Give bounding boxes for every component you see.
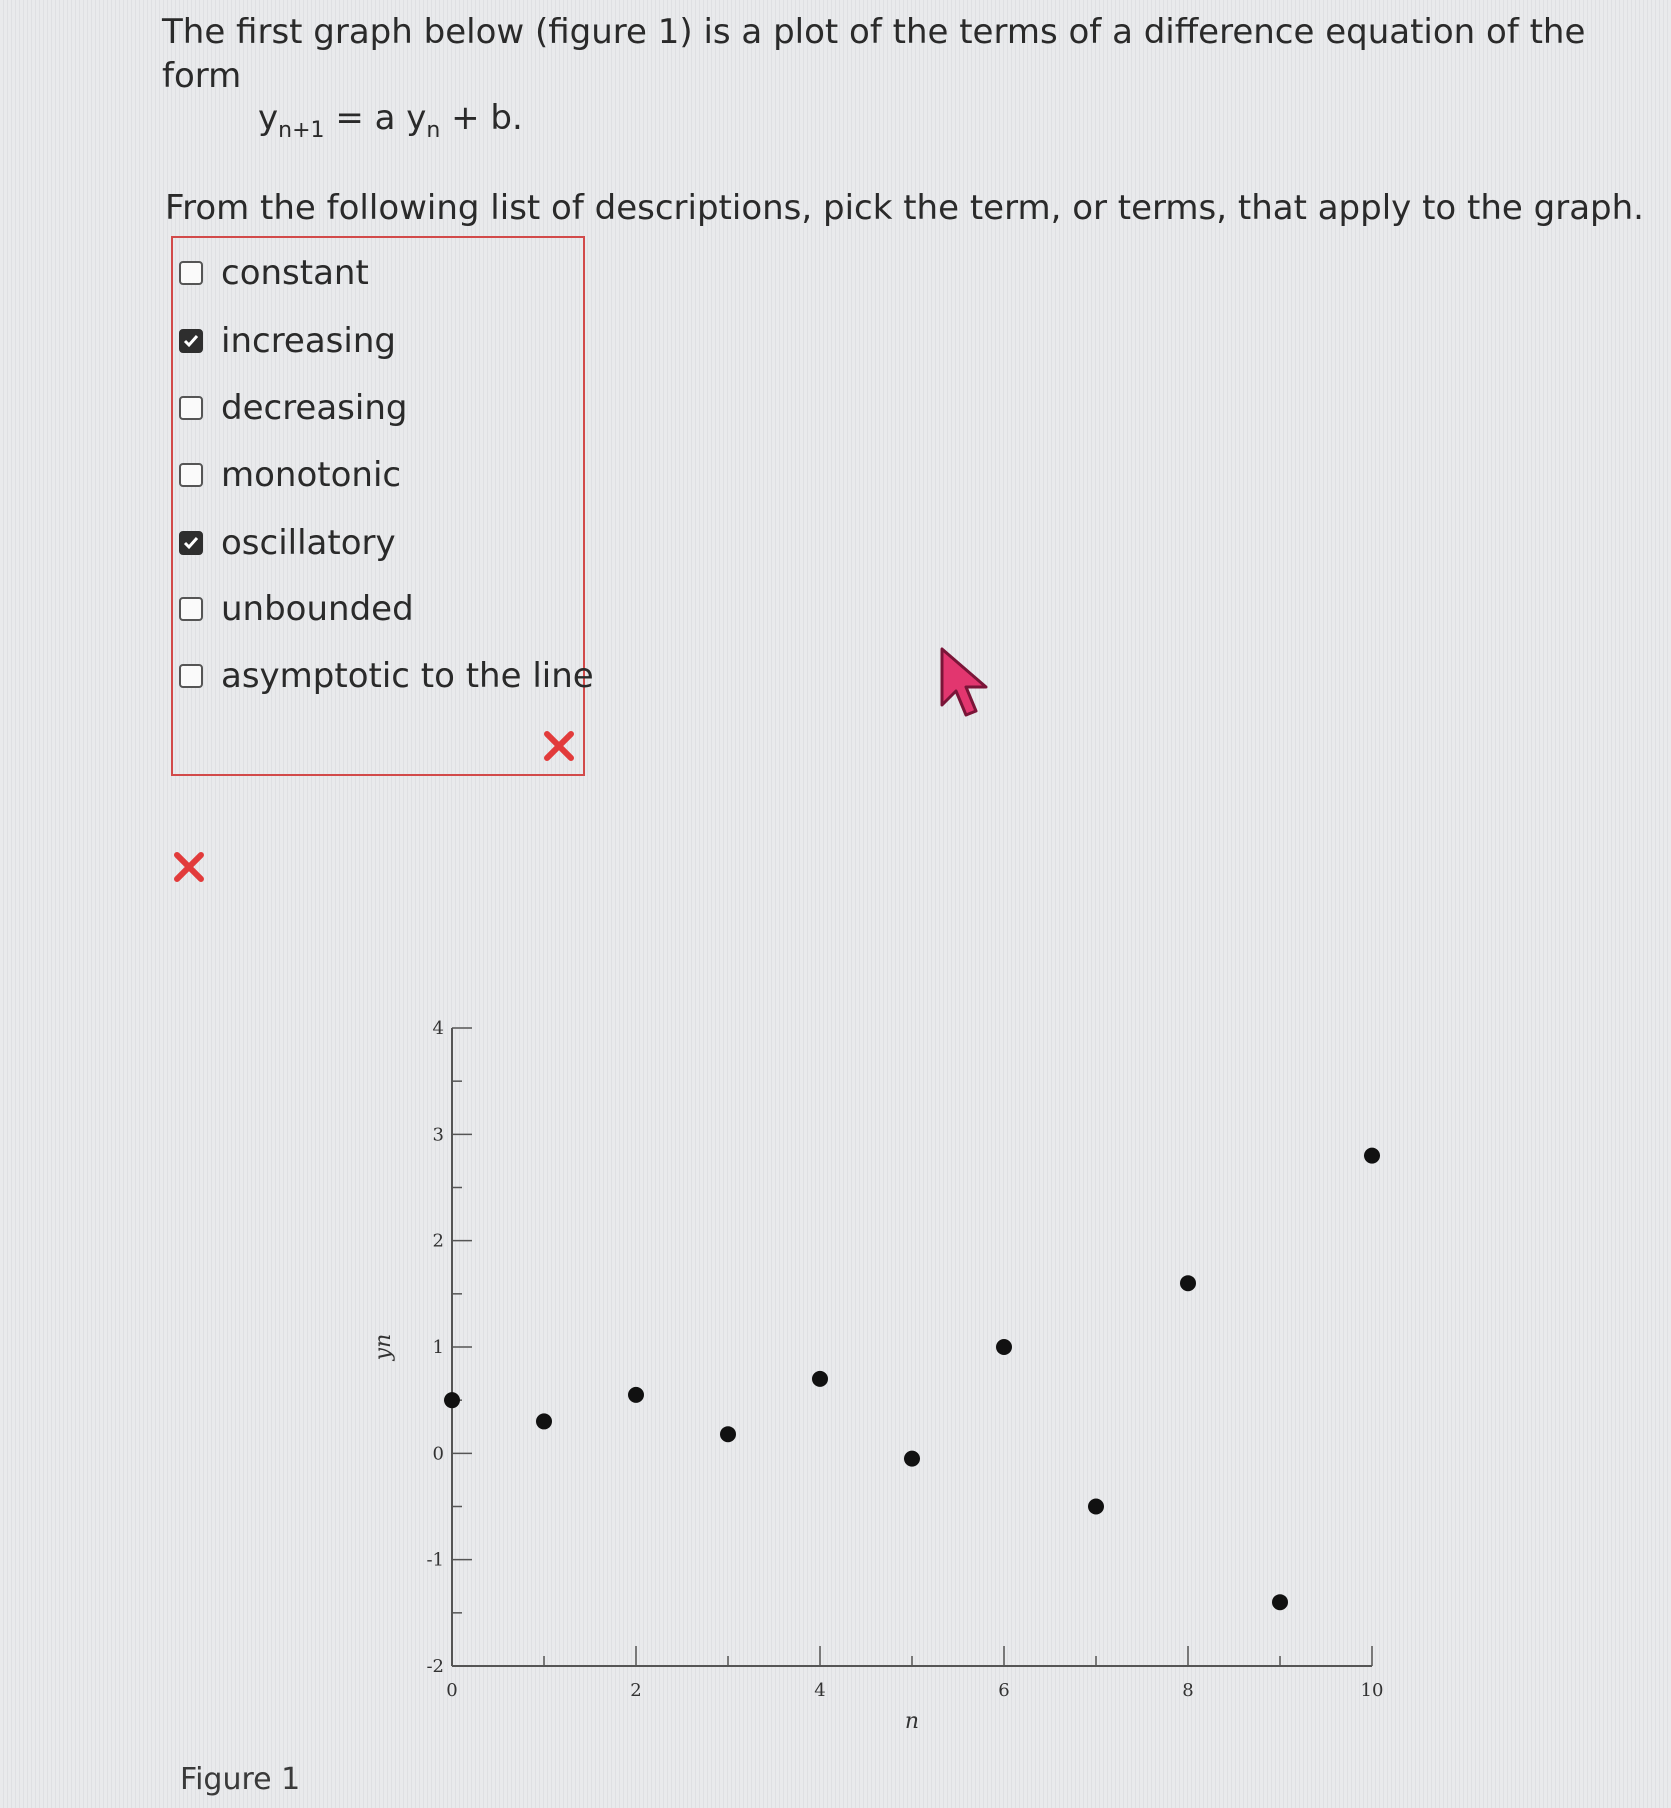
checkbox-monotonic[interactable] <box>179 463 203 487</box>
data-point <box>720 1426 736 1442</box>
option-label: decreasing <box>221 388 408 428</box>
equation-lhs-subscript: n+1 <box>278 117 325 143</box>
data-point <box>1180 1275 1196 1291</box>
option-label: monotonic <box>221 455 402 495</box>
equation-lhs: y <box>258 98 279 138</box>
x-tick-label: 2 <box>630 1680 642 1701</box>
data-point <box>444 1392 460 1408</box>
checkbox-constant[interactable] <box>179 261 203 285</box>
question-incorrect-x-icon <box>171 849 207 889</box>
option-increasing[interactable] <box>179 316 396 366</box>
option-constant[interactable] <box>179 248 369 298</box>
option-unbounded[interactable] <box>179 584 414 634</box>
y-tick-label: 3 <box>432 1124 444 1146</box>
difference-equation <box>258 96 523 153</box>
data-point <box>628 1387 644 1403</box>
checkbox-oscillatory[interactable] <box>179 531 203 555</box>
y-tick-label: 4 <box>432 1018 444 1039</box>
x-tick-label: 4 <box>814 1680 826 1701</box>
x-tick-label: 8 <box>1182 1680 1194 1701</box>
answer-options-box <box>171 236 594 776</box>
equation-rhs-subscript: n <box>426 117 441 143</box>
option-label: increasing <box>221 321 396 361</box>
figure-1-chart <box>360 1000 1420 1740</box>
question-intro: The first graph below (figure 1) is a plot of the terms of a difference equation of the form <box>162 12 1586 96</box>
checkbox-increasing[interactable] <box>179 329 203 353</box>
option-label: constant <box>221 253 369 293</box>
data-point <box>1088 1499 1104 1515</box>
question-instruction: From the following list of descriptions, pick the term, or terms, that apply to the graph. <box>165 188 1644 228</box>
data-point <box>812 1371 828 1387</box>
y-tick-label: -1 <box>426 1549 444 1571</box>
y-tick-label: -2 <box>426 1656 444 1677</box>
option-label: oscillatory <box>221 523 396 563</box>
mouse-pointer-icon <box>938 645 994 725</box>
equation-end: + b. <box>451 98 523 138</box>
y-tick-label: 2 <box>432 1230 444 1252</box>
incorrect-x-icon <box>541 728 577 768</box>
option-label: unbounded <box>221 589 414 629</box>
data-point <box>904 1451 920 1467</box>
data-point <box>996 1339 1012 1355</box>
checkbox-unbounded[interactable] <box>179 597 203 621</box>
data-point <box>1364 1148 1380 1164</box>
equation-middle: = a y <box>335 98 427 138</box>
x-tick-label: 10 <box>1360 1680 1384 1701</box>
x-axis-label: n <box>904 1709 920 1734</box>
y-tick-label: 1 <box>432 1337 444 1358</box>
option-monotonic[interactable] <box>179 450 401 500</box>
option-oscillatory[interactable] <box>179 518 396 568</box>
checkbox-decreasing[interactable] <box>179 396 203 420</box>
option-decreasing[interactable] <box>179 383 407 433</box>
checkbox-asymptotic[interactable] <box>179 664 203 688</box>
option-asymptotic[interactable] <box>179 651 594 701</box>
data-point <box>1272 1594 1288 1610</box>
x-tick-label: 6 <box>998 1680 1010 1701</box>
data-point <box>536 1413 552 1429</box>
x-tick-label: 0 <box>446 1680 458 1701</box>
y-axis-label: yn <box>371 1333 396 1361</box>
figure-caption: Figure 1 <box>180 1762 301 1797</box>
option-label: asymptotic to the line <box>221 656 594 696</box>
y-tick-label: 0 <box>432 1443 444 1465</box>
